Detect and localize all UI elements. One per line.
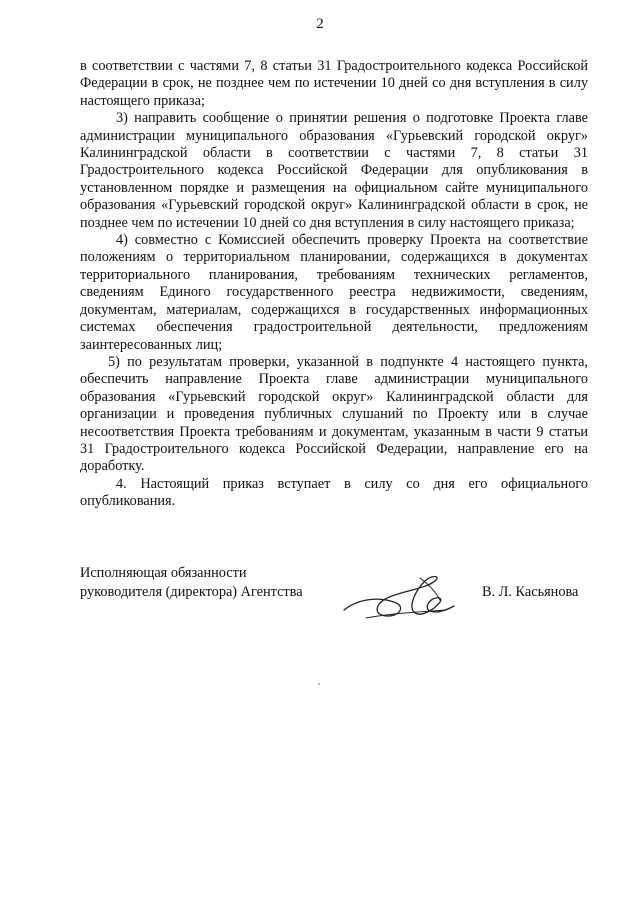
paragraph-item-5: 5) по результатам проверки, указанной в подпункте 4 настоящего пункта, обеспечить направление Проекта главе администрации муниципального образования «Гурьевский городской округ» Калининградской области для организации и проведения публичных слушаний по Проекту или в случае несоответствия Проекта требованиям и документам, указанным в части 9 статьи 31 Градостроительного кодекса Российской Федерации, направление его на доработку. bbox=[80, 353, 588, 475]
signatory-position-line2: руководителя (директора) Агентства bbox=[80, 584, 303, 600]
paragraph-item-4: 4) совместно с Комиссией обеспечить проверку Проекта на соответствие положениям о территориальном планировании, содержащихся в документах территориального планирования, требованиям технических регламентов, сведениям Единого государственного реестра недвижимости, сведениям, документам, материалам, содержащихся в государственных информационных системах обеспечения градостроительной деятельности, предложениям заинтересованных лиц; bbox=[80, 232, 588, 353]
paragraph-continuation: в соответствии с частями 7, 8 статьи 31 Градостроительного кодекса Российской Федерации в срок, не позднее чем по истечении 10 дней со дня вступления в силу настоящего приказа; bbox=[80, 58, 588, 109]
scan-speck bbox=[318, 683, 320, 685]
signatory-position bbox=[80, 564, 303, 602]
page-number: 2 bbox=[316, 16, 324, 32]
handwritten-signature bbox=[336, 566, 466, 626]
document-body bbox=[80, 58, 588, 511]
signatory-position-line1: Исполняющая обязанности bbox=[80, 565, 247, 581]
paragraph-item-3: 3) направить сообщение о принятии решения о подготовке Проекта главе администрации муниципального образования «Гурьевский городской округ» Калининградской области в соответствии с частями 7, 8 статьи 31 Градостроительного кодекса Российской Федерации для опубликования в установленном порядке и размещения на официальном сайте муниципального образования «Гурьевский городской округ» Калининградской области в срок, не позднее чем по истечении 10 дней со дня вступления в силу настоящего приказа; bbox=[80, 110, 588, 231]
signatory-name: В. Л. Касьянова bbox=[482, 584, 579, 600]
paragraph-clause-4: 4. Настоящий приказ вступает в силу со дня его официального опубликования. bbox=[80, 475, 588, 510]
